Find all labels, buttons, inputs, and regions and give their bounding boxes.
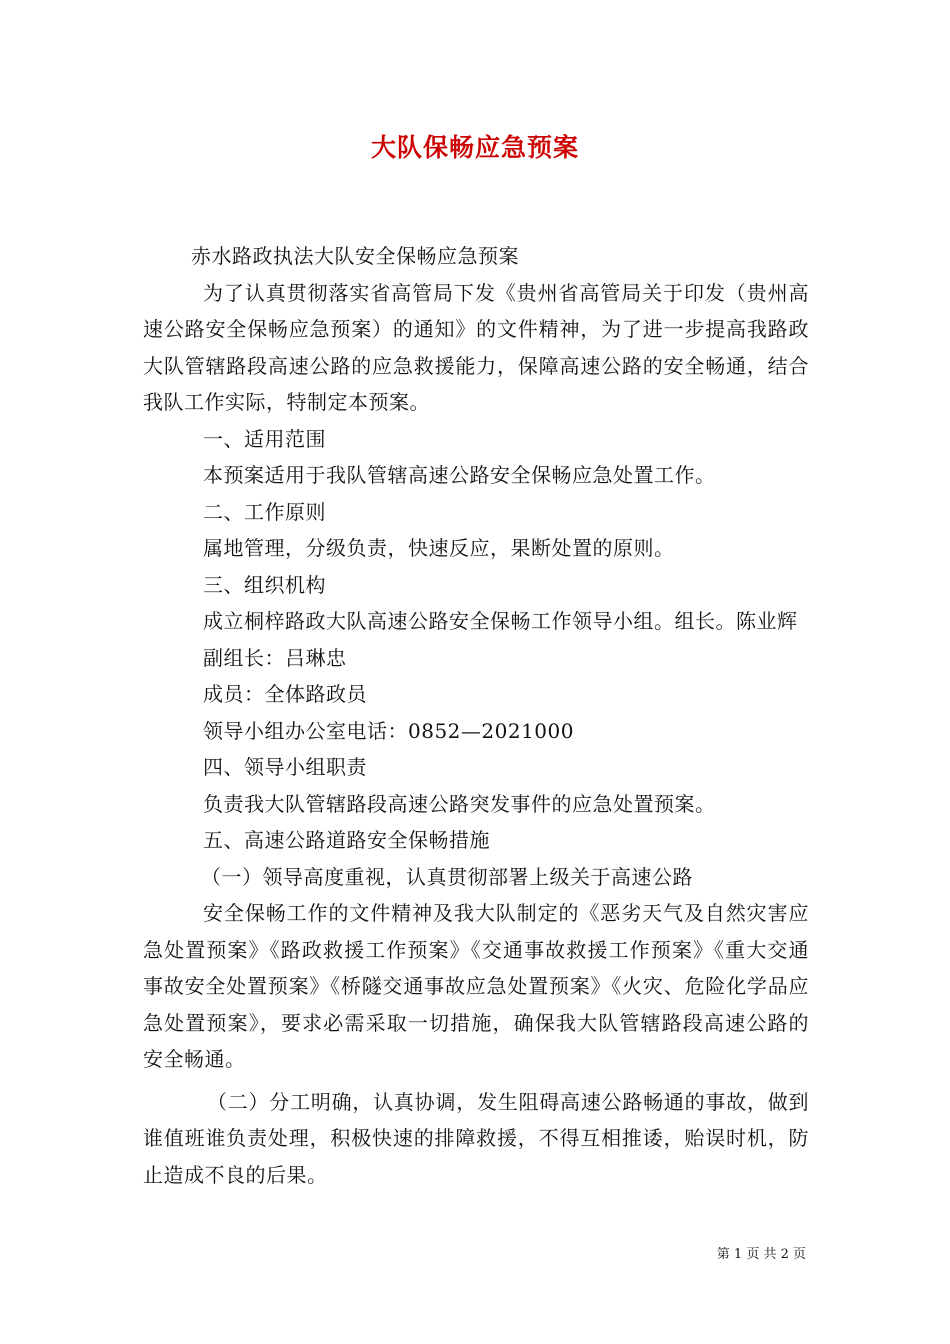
paragraph: 本预案适用于我队管辖高速公路安全保畅应急处置工作。: [203, 463, 716, 487]
page-footer: 第 1 页 共 2 页: [716, 1247, 806, 1262]
paragraph: （二）分工明确，认真协调，发生阻碍高速公路畅通的事故，做到谁值班谁负责处理，积极快速的排障救援，不得互相推诿，贻误时机，防止造成不良的后果。: [143, 1089, 809, 1187]
paragraph: 属地管理，分级负责，快速反应，果断处置的原则。: [203, 536, 675, 560]
paragraph: 领导小组办公室电话：0852—2021000: [203, 718, 574, 743]
paragraph: 负责我大队管辖路段高速公路突发事件的应急处置预案。: [203, 791, 716, 816]
paragraph-intro: 为了认真贯彻落实省高管局下发《贵州省高管局关于印发（贵州高速公路安全保畅应急预案）的通知》的文件精神，为了进一步提高我路政大队管辖路段高速公路的应急救援能力，保障高速公路的安全畅通，结合我队工作实际，特制定本预案。: [143, 280, 809, 414]
paragraph: 安全保畅工作的文件精神及我大队制定的《恶劣天气及自然灾害应急处置预案》《路政救援工作预案》《交通事故救援工作预案》《重大交通事故安全处置预案》《桥隧交通事故应急处置预案》《火灾、危险化学品应急处置预案》，要求必需采取一切措施，确保我大队管辖路段高速公路的安全畅通。: [143, 901, 809, 1071]
document-title: 大队保畅应急预案: [370, 133, 579, 162]
paragraph: 副组长：吕琳忠: [203, 645, 347, 670]
paragraph-subtitle: 赤水路政执法大队安全保畅应急预案: [191, 244, 519, 268]
paragraph: 成员：全体路政员: [203, 682, 367, 706]
section-heading: 一、适用范围: [203, 426, 326, 451]
section-heading: 二、工作原则: [203, 499, 326, 524]
section-heading: 五、高速公路道路安全保畅措施: [203, 828, 490, 852]
section-heading: 四、领导小组职责: [203, 755, 367, 779]
document-body: [143, 238, 809, 1193]
section-heading: 三、组织机构: [203, 572, 326, 597]
paragraph: （一）领导高度重视，认真贯彻部署上级关于高速公路: [201, 864, 693, 889]
paragraph: 成立桐梓路政大队高速公路安全保畅工作领导小组。组长。陈业辉: [203, 609, 798, 633]
